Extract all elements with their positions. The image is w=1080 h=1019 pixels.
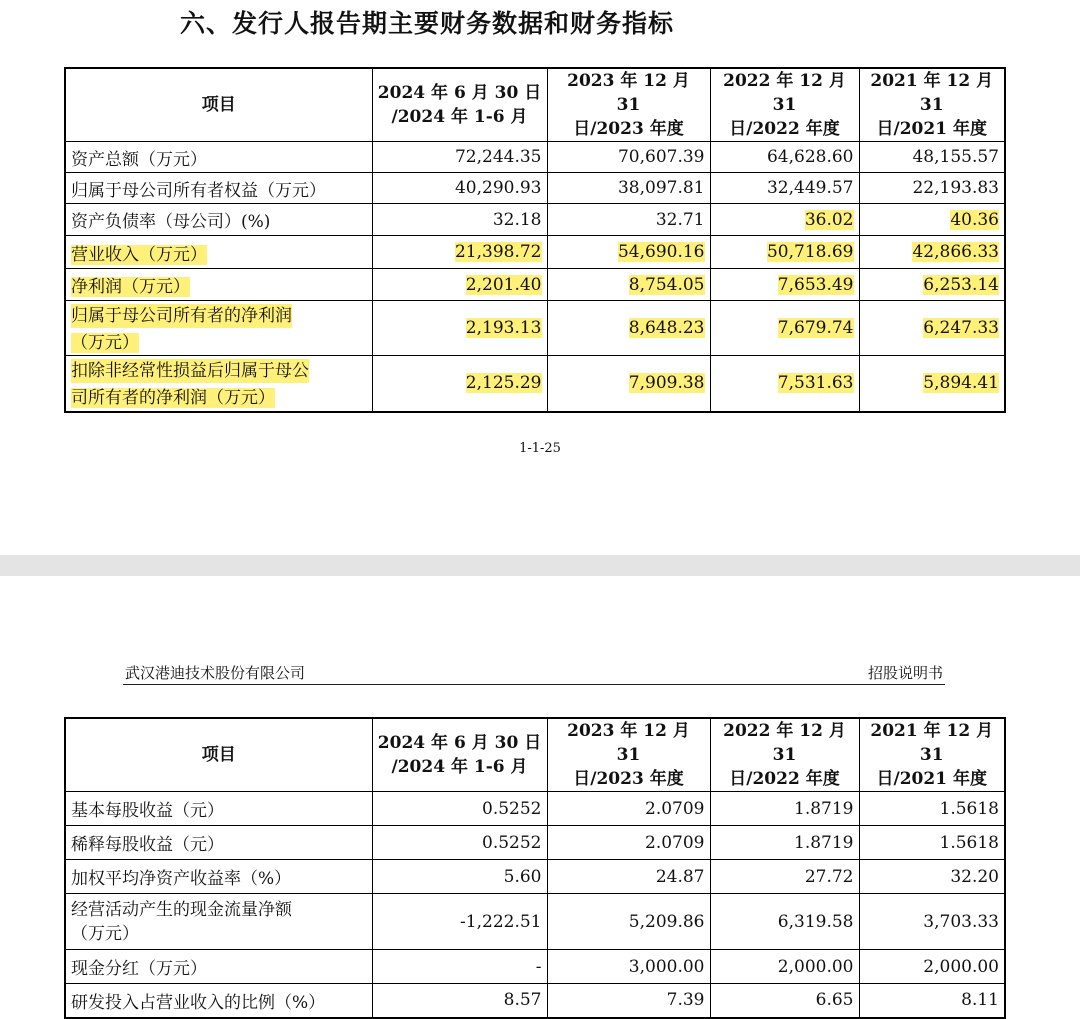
cell-value: 6.65 bbox=[710, 984, 859, 1018]
cell-value: 38,097.81 bbox=[547, 173, 710, 204]
row-label: 现金分红（万元） bbox=[65, 950, 372, 984]
cell-value bbox=[372, 236, 547, 269]
highlight-mark: 54,690.16 bbox=[617, 242, 705, 262]
cell-value bbox=[547, 236, 710, 269]
header-rule bbox=[123, 684, 945, 685]
highlight-mark: 6,253.14 bbox=[923, 274, 999, 295]
cell-value: 1.5618 bbox=[859, 792, 1005, 826]
cell-value: 72,244.35 bbox=[372, 142, 547, 173]
header-period-4: 2021 年 12 月 31 日/2021 年度 bbox=[859, 68, 1005, 142]
cell-value: 32.71 bbox=[547, 204, 710, 236]
row-label: 经营活动产生的现金流量净额 （万元） bbox=[65, 894, 372, 950]
header-item: 项目 bbox=[65, 68, 372, 142]
table-row bbox=[65, 792, 1005, 826]
row-label bbox=[65, 356, 372, 412]
cell-value bbox=[547, 269, 710, 301]
table-row bbox=[65, 860, 1005, 894]
row-label bbox=[65, 236, 372, 269]
highlight-mark: 2,193.13 bbox=[465, 318, 542, 338]
header-period-2: 2023 年 12 月 31 日/2023 年度 bbox=[547, 718, 710, 792]
row-label bbox=[65, 269, 372, 301]
header-period-3: 2022 年 12 月 31 日/2022 年度 bbox=[710, 718, 859, 792]
page-separator bbox=[0, 555, 1080, 576]
cell-value bbox=[859, 236, 1005, 269]
table-header-row bbox=[65, 68, 1005, 142]
cell-value: -1,222.51 bbox=[372, 894, 547, 950]
cell-value: 32.18 bbox=[372, 204, 547, 236]
highlight-mark: 5,894.41 bbox=[923, 373, 999, 394]
cell-value: 27.72 bbox=[710, 860, 859, 894]
cell-value bbox=[547, 356, 710, 412]
cell-value: 2,000.00 bbox=[710, 950, 859, 984]
cell-value: 6,319.58 bbox=[710, 894, 859, 950]
table-row bbox=[65, 356, 1005, 412]
cell-value: 32.20 bbox=[859, 860, 1005, 894]
table-row bbox=[65, 301, 1005, 356]
cell-value: 2.0709 bbox=[547, 826, 710, 860]
document-page-2 bbox=[0, 576, 1080, 1012]
cell-value: 70,607.39 bbox=[547, 142, 710, 173]
highlight-mark: 7,909.38 bbox=[628, 373, 705, 394]
highlight-mark: 40.36 bbox=[950, 209, 999, 230]
row-label: 研发投入占营业收入的比例（%） bbox=[65, 984, 372, 1018]
cell-value: 8.57 bbox=[372, 984, 547, 1018]
cell-value bbox=[710, 356, 859, 412]
table-row bbox=[65, 984, 1005, 1018]
cell-value: - bbox=[372, 950, 547, 984]
highlight-mark: 8,754.05 bbox=[628, 274, 705, 295]
table-row bbox=[65, 894, 1005, 950]
table-row bbox=[65, 142, 1005, 173]
table-row bbox=[65, 269, 1005, 301]
cell-value bbox=[710, 269, 859, 301]
highlight-mark: 42,866.33 bbox=[912, 242, 999, 262]
highlight-mark: 7,653.49 bbox=[777, 274, 854, 295]
highlight-mark: 营业收入（万元） bbox=[71, 244, 207, 265]
row-label: 稀释每股收益（元） bbox=[65, 826, 372, 860]
cell-value: 5.60 bbox=[372, 860, 547, 894]
table-row bbox=[65, 236, 1005, 269]
cell-value: 7.39 bbox=[547, 984, 710, 1018]
row-label: 基本每股收益（元） bbox=[65, 792, 372, 826]
table-row bbox=[65, 826, 1005, 860]
highlight-mark: 50,718.69 bbox=[766, 242, 854, 262]
row-label: 资产负债率（母公司）(%) bbox=[65, 204, 372, 236]
table-row bbox=[65, 950, 1005, 984]
highlight-mark: 归属于母公司所有者的净利润 bbox=[71, 305, 292, 326]
table-header-row bbox=[65, 718, 1005, 792]
highlight-mark: 8,648.23 bbox=[628, 318, 705, 338]
highlight-mark: 7,531.63 bbox=[777, 373, 854, 394]
cell-value: 32,449.57 bbox=[710, 173, 859, 204]
cell-value: 40,290.93 bbox=[372, 173, 547, 204]
row-label: 归属于母公司所有者权益（万元） bbox=[65, 173, 372, 204]
document-type: 招股说明书 bbox=[867, 664, 943, 682]
cell-value bbox=[710, 204, 859, 236]
cell-value: 1.8719 bbox=[710, 826, 859, 860]
cell-value bbox=[859, 301, 1005, 356]
financial-indicator-table bbox=[64, 717, 1006, 1019]
header-period-3: 2022 年 12 月 31 日/2022 年度 bbox=[710, 68, 859, 142]
cell-value: 2,000.00 bbox=[859, 950, 1005, 984]
highlight-mark: 扣除非经常性损益后归属于母公 bbox=[71, 360, 309, 381]
row-label bbox=[65, 301, 372, 356]
cell-value bbox=[372, 301, 547, 356]
cell-value: 1.5618 bbox=[859, 826, 1005, 860]
highlight-mark: 36.02 bbox=[804, 209, 854, 230]
company-name: 武汉港迪技术股份有限公司 bbox=[125, 664, 306, 682]
highlight-mark: 7,679.74 bbox=[777, 318, 854, 338]
cell-value: 2.0709 bbox=[547, 792, 710, 826]
cell-value bbox=[710, 301, 859, 356]
cell-value bbox=[859, 204, 1005, 236]
header-item: 项目 bbox=[65, 718, 372, 792]
cell-value: 3,703.33 bbox=[859, 894, 1005, 950]
table-row bbox=[65, 204, 1005, 236]
header-period-2: 2023 年 12 月 31 日/2023 年度 bbox=[547, 68, 710, 142]
cell-value bbox=[372, 356, 547, 412]
header-period-4: 2021 年 12 月 31 日/2021 年度 bbox=[859, 718, 1005, 792]
highlight-mark: （万元） bbox=[71, 332, 139, 353]
cell-value: 48,155.57 bbox=[859, 142, 1005, 173]
highlight-mark: 净利润（万元） bbox=[71, 277, 190, 297]
highlight-mark: 2,125.29 bbox=[465, 373, 542, 394]
cell-value: 22,193.83 bbox=[859, 173, 1005, 204]
cell-value: 1.8719 bbox=[710, 792, 859, 826]
cell-value: 3,000.00 bbox=[547, 950, 710, 984]
cell-value bbox=[547, 301, 710, 356]
page-number: 1-1-25 bbox=[519, 441, 561, 456]
header-period-1: 2024 年 6 月 30 日 /2024 年 1-6 月 bbox=[372, 68, 547, 142]
highlight-mark: 6,247.33 bbox=[923, 318, 999, 338]
financial-data-table bbox=[64, 67, 1006, 413]
header-period-1: 2024 年 6 月 30 日 /2024 年 1-6 月 bbox=[372, 718, 547, 792]
cell-value: 5,209.86 bbox=[547, 894, 710, 950]
cell-value: 0.5252 bbox=[372, 826, 547, 860]
row-label: 资产总额（万元） bbox=[65, 142, 372, 173]
cell-value bbox=[710, 236, 859, 269]
cell-value: 8.11 bbox=[859, 984, 1005, 1018]
cell-value: 24.87 bbox=[547, 860, 710, 894]
table-row bbox=[65, 173, 1005, 204]
cell-value bbox=[859, 356, 1005, 412]
cell-value: 0.5252 bbox=[372, 792, 547, 826]
section-title: 六、发行人报告期主要财务数据和财务指标 bbox=[180, 9, 675, 38]
highlight-mark: 21,398.72 bbox=[454, 242, 542, 262]
row-label: 加权平均净资产收益率（%） bbox=[65, 860, 372, 894]
highlight-mark: 司所有者的净利润（万元） bbox=[71, 387, 275, 408]
highlight-mark: 2,201.40 bbox=[465, 274, 542, 295]
cell-value: 64,628.60 bbox=[710, 142, 859, 173]
cell-value bbox=[859, 269, 1005, 301]
cell-value bbox=[372, 269, 547, 301]
